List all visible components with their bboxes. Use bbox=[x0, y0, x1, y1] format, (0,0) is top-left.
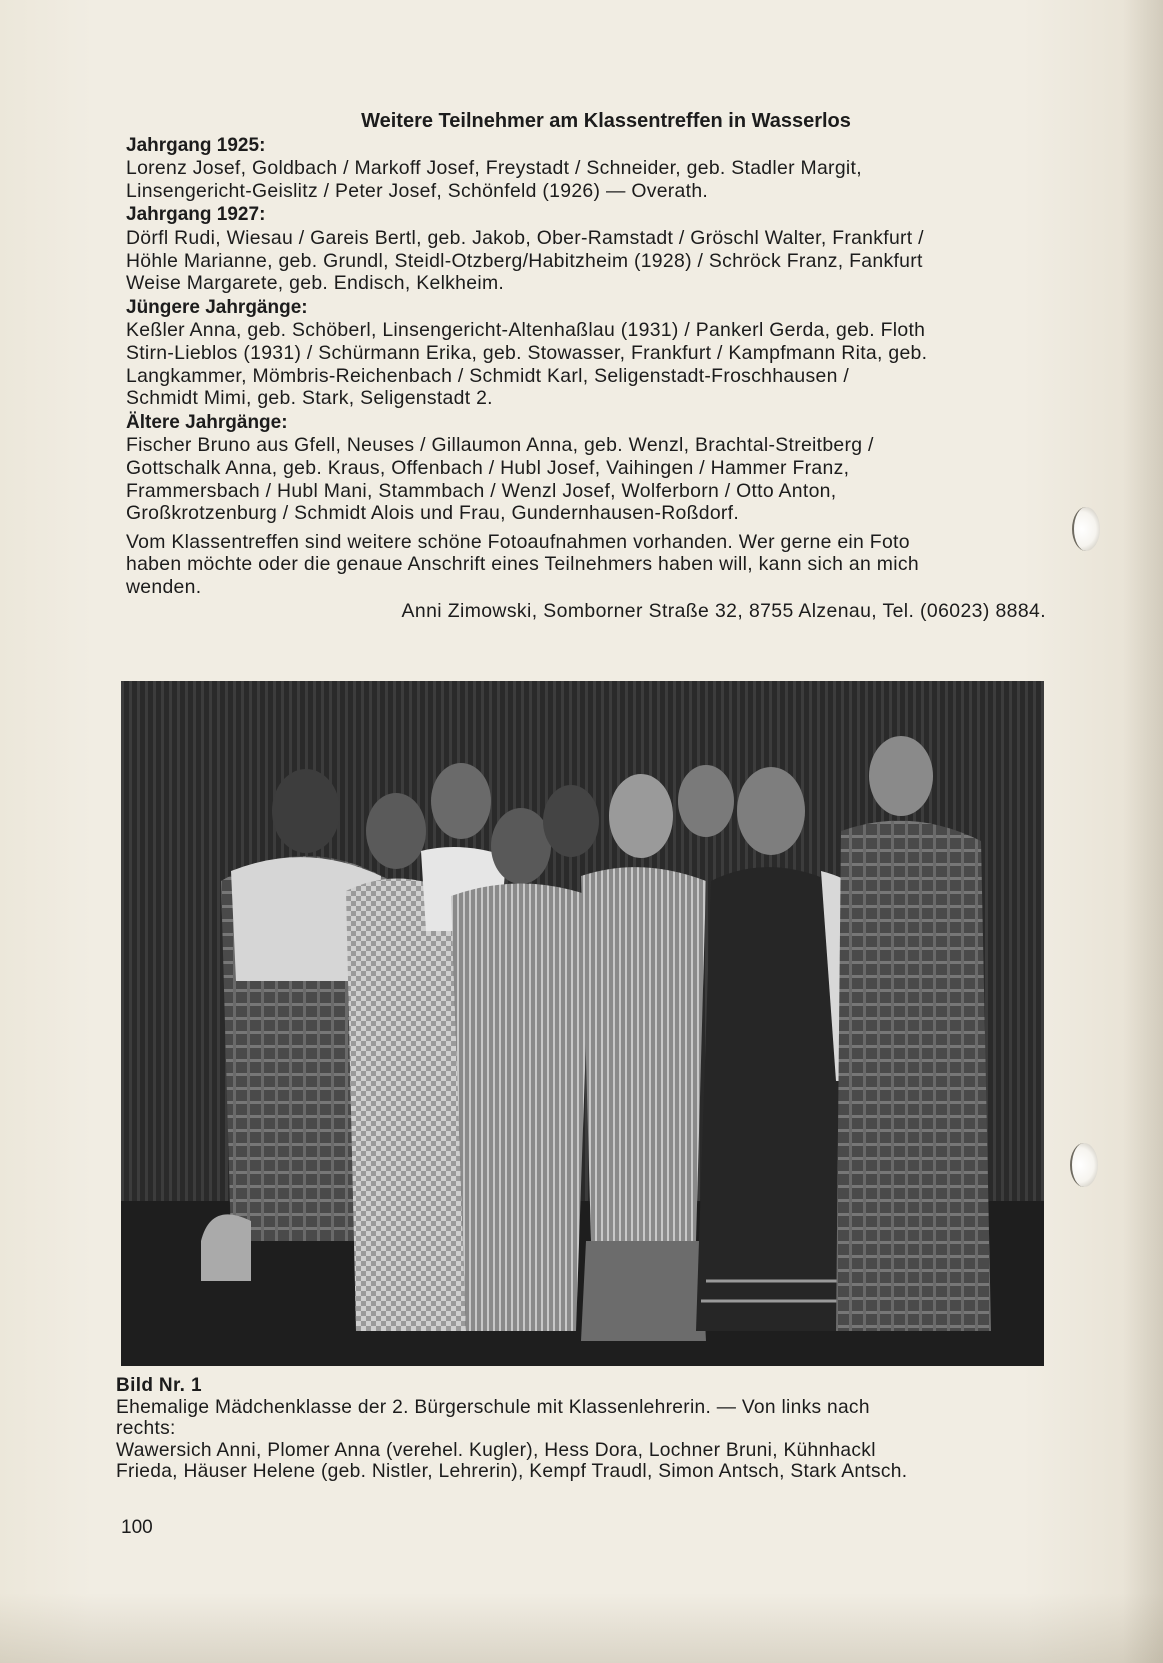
text-line: Frieda, Häuser Helene (geb. Nistler, Lehrerin), Kempf Traudl, Simon Antsch, Stark Antsch. bbox=[116, 1461, 908, 1482]
section-heading: Jahrgang 1927: bbox=[126, 204, 266, 226]
section-juengere-jahrgaenge bbox=[126, 297, 1046, 410]
text-line: Dörfl Rudi, Wiesau / Gareis Bertl, geb. Jakob, Ober-Ramstadt / Gröschl Walter, Frankfurt / bbox=[126, 226, 924, 249]
text-line: rechts: bbox=[116, 1418, 176, 1439]
caption-text bbox=[116, 1397, 1036, 1483]
photo-caption bbox=[116, 1375, 1036, 1483]
text-line: Großkrotzenburg / Schmidt Alois und Frau, Gundernhausen-Roßdorf. bbox=[126, 502, 740, 525]
text-line: haben möchte oder die genaue Anschrift eines Teilnehmers haben will, kann sich an mich bbox=[126, 553, 919, 576]
page-bottom-shadow bbox=[0, 1593, 1163, 1663]
section-jahrgang-1925 bbox=[126, 135, 1046, 203]
text-line: Keßler Anna, geb. Schöberl, Linsengericht-Altenhaßlau (1931) / Pankerl Gerda, geb. Floth bbox=[126, 319, 926, 342]
section-jahrgang-1927 bbox=[126, 204, 1046, 294]
section-text bbox=[126, 434, 1046, 524]
section-text bbox=[126, 319, 1046, 409]
caption-label: Bild Nr. 1 bbox=[116, 1375, 202, 1396]
section-text bbox=[126, 227, 1046, 295]
text-line: Ehemalige Mädchenklasse der 2. Bürgerschule mit Klassenlehrerin. — Von links nach bbox=[116, 1396, 870, 1418]
section-aeltere-jahrgaenge bbox=[126, 412, 1046, 525]
text-line: Lorenz Josef, Goldbach / Markoff Josef, Freystadt / Schneider, geb. Stadler Margit, bbox=[126, 157, 862, 180]
text-line: Frammersbach / Hubl Mani, Stammbach / Wenzl Josef, Wolferborn / Otto Anton, bbox=[126, 479, 837, 502]
text-line: Gottschalk Anna, geb. Kraus, Offenbach / Hubl Josef, Vaihingen / Hammer Franz, bbox=[126, 456, 850, 479]
text-line: Wawersich Anni, Plomer Anna (verehel. Kugler), Hess Dora, Lochner Bruni, Kühnhackl bbox=[116, 1439, 876, 1461]
article-title: Weitere Teilnehmer am Klassentreffen in Wasserlos bbox=[361, 110, 851, 132]
closing-paragraph bbox=[126, 531, 1046, 599]
text-line: Schmidt Mimi, geb. Stark, Seligenstadt 2. bbox=[126, 387, 493, 410]
text-line: Vom Klassentreffen sind weitere schöne Fotoaufnahmen vorhanden. Wer gerne ein Foto bbox=[126, 530, 910, 553]
section-text bbox=[126, 157, 1046, 202]
person-7 bbox=[678, 765, 734, 837]
punch-hole bbox=[1072, 507, 1100, 551]
section-heading: Ältere Jahrgänge: bbox=[126, 411, 288, 433]
page-edge-shadow bbox=[1123, 0, 1163, 1663]
text-line: Linsengericht-Geislitz / Peter Josef, Schönfeld (1926) — Overath. bbox=[126, 179, 709, 202]
author-signature: Anni Zimowski, Somborner Straße 32, 8755 Alzenau, Tel. (06023) 8884. bbox=[401, 600, 1046, 623]
group-photo bbox=[121, 681, 1044, 1366]
text-line: Höhle Marianne, geb. Grundl, Steidl-Otzberg/Habitzheim (1928) / Schröck Franz, Fankfurt bbox=[126, 249, 923, 272]
article-body bbox=[126, 110, 1046, 623]
text-line: Langkammer, Mömbris-Reichenbach / Schmidt Karl, Seligenstadt-Froschhausen / bbox=[126, 364, 850, 387]
page-number: 100 bbox=[121, 1517, 153, 1538]
text-line: Weise Margarete, geb. Endisch, Kelkheim. bbox=[126, 272, 505, 295]
text-line: wenden. bbox=[126, 575, 202, 598]
person-5 bbox=[543, 785, 599, 857]
text-line: Stirn-Lieblos (1931) / Schürmann Erika, geb. Stowasser, Frankfurt / Kampfmann Rita, geb. bbox=[126, 341, 928, 364]
punch-hole bbox=[1070, 1143, 1098, 1187]
section-heading: Jahrgang 1925: bbox=[126, 134, 266, 156]
text-line: Fischer Bruno aus Gfell, Neuses / Gillaumon Anna, geb. Wenzl, Brachtal-Streitberg / bbox=[126, 434, 874, 457]
section-heading: Jüngere Jahrgänge: bbox=[126, 296, 308, 318]
